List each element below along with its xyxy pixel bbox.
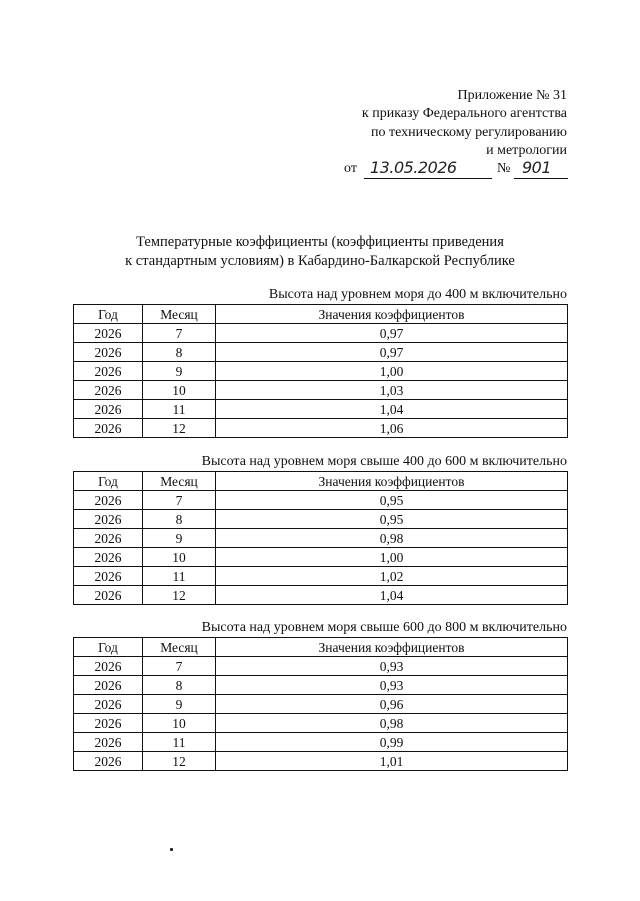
agency-name-line2: и метрологии [486, 142, 567, 158]
agency-name-line1: по техническому регулированию [370, 124, 567, 140]
cell-month: 9 [143, 529, 216, 548]
table-row [74, 752, 568, 771]
cell-year: 2026 [74, 733, 143, 752]
table-header-row [74, 305, 568, 324]
table-row [74, 343, 568, 362]
cell-value: 0,93 [216, 676, 568, 695]
cell-month: 12 [143, 586, 216, 605]
column-header-year: Год [74, 305, 143, 324]
table-header-row [74, 638, 568, 657]
table-row [74, 529, 568, 548]
order-date-number-line [344, 158, 568, 181]
column-header-values: Значения коэффициентов [216, 305, 568, 324]
table-row [74, 586, 568, 605]
table-caption: Высота над уровнем моря свыше 600 до 800 м включительно [201, 620, 567, 635]
table-row [74, 567, 568, 586]
from-label: от [344, 161, 357, 176]
coefficients-table [73, 637, 568, 771]
date-underline [364, 178, 492, 179]
cell-value: 0,98 [216, 529, 568, 548]
column-header-year: Год [74, 472, 143, 491]
number-underline [514, 178, 568, 179]
title-line-2: к стандартным условиям) в Кабардино-Балкарской Республике [125, 253, 515, 269]
cell-value: 0,93 [216, 657, 568, 676]
cell-value: 1,00 [216, 548, 568, 567]
column-header-month: Месяц [143, 638, 216, 657]
scan-speck [170, 848, 173, 851]
cell-year: 2026 [74, 362, 143, 381]
cell-value: 1,06 [216, 419, 568, 438]
cell-month: 8 [143, 343, 216, 362]
cell-value: 1,04 [216, 586, 568, 605]
cell-value: 0,97 [216, 343, 568, 362]
cell-year: 2026 [74, 419, 143, 438]
cell-year: 2026 [74, 657, 143, 676]
table-row [74, 381, 568, 400]
cell-year: 2026 [74, 324, 143, 343]
column-header-year: Год [74, 638, 143, 657]
cell-month: 9 [143, 695, 216, 714]
cell-month: 11 [143, 567, 216, 586]
cell-year: 2026 [74, 676, 143, 695]
cell-month: 11 [143, 400, 216, 419]
cell-month: 7 [143, 657, 216, 676]
table-caption: Высота над уровнем моря свыше 400 до 600 м включительно [201, 454, 567, 469]
cell-month: 10 [143, 548, 216, 567]
cell-value: 1,04 [216, 400, 568, 419]
cell-value: 0,97 [216, 324, 568, 343]
cell-year: 2026 [74, 695, 143, 714]
coefficients-table [73, 304, 568, 438]
table-row [74, 491, 568, 510]
cell-month: 10 [143, 714, 216, 733]
cell-value: 1,00 [216, 362, 568, 381]
cell-value: 0,95 [216, 491, 568, 510]
cell-value: 0,95 [216, 510, 568, 529]
cell-year: 2026 [74, 491, 143, 510]
handwritten-number: 901 [522, 158, 552, 177]
title-line-1: Температурные коэффициенты (коэффициенты приведения [136, 234, 504, 250]
cell-value: 1,02 [216, 567, 568, 586]
column-header-month: Месяц [143, 472, 216, 491]
cell-value: 0,96 [216, 695, 568, 714]
cell-month: 11 [143, 733, 216, 752]
appendix-header [362, 87, 567, 160]
order-reference: к приказу Федерального агентства [361, 106, 567, 122]
cell-month: 12 [143, 419, 216, 438]
table-row [74, 362, 568, 381]
cell-month: 8 [143, 676, 216, 695]
cell-year: 2026 [74, 510, 143, 529]
cell-month: 9 [143, 362, 216, 381]
cell-value: 0,98 [216, 714, 568, 733]
cell-month: 12 [143, 752, 216, 771]
document-title [80, 233, 560, 271]
cell-month: 8 [143, 510, 216, 529]
table-row [74, 419, 568, 438]
table-row [74, 324, 568, 343]
cell-year: 2026 [74, 381, 143, 400]
table-row [74, 510, 568, 529]
table-row [74, 657, 568, 676]
handwritten-date: 13.05.2026 [370, 158, 457, 177]
table-row [74, 548, 568, 567]
table-row [74, 695, 568, 714]
table-row [74, 676, 568, 695]
cell-year: 2026 [74, 586, 143, 605]
cell-year: 2026 [74, 567, 143, 586]
cell-year: 2026 [74, 548, 143, 567]
table-row [74, 714, 568, 733]
cell-year: 2026 [74, 752, 143, 771]
table-caption: Высота над уровнем моря до 400 м включительно [268, 287, 567, 302]
column-header-month: Месяц [143, 305, 216, 324]
cell-month: 7 [143, 324, 216, 343]
cell-month: 10 [143, 381, 216, 400]
appendix-number: Приложение № 31 [457, 88, 567, 103]
cell-year: 2026 [74, 343, 143, 362]
column-header-values: Значения коэффициентов [216, 472, 568, 491]
cell-year: 2026 [74, 529, 143, 548]
table-row [74, 733, 568, 752]
cell-value: 0,99 [216, 733, 568, 752]
cell-year: 2026 [74, 714, 143, 733]
table-header-row [74, 472, 568, 491]
cell-value: 1,03 [216, 381, 568, 400]
cell-year: 2026 [74, 400, 143, 419]
cell-value: 1,01 [216, 752, 568, 771]
column-header-values: Значения коэффициентов [216, 638, 568, 657]
coefficients-table [73, 471, 568, 605]
cell-month: 7 [143, 491, 216, 510]
table-row [74, 400, 568, 419]
number-label: № [497, 161, 511, 176]
